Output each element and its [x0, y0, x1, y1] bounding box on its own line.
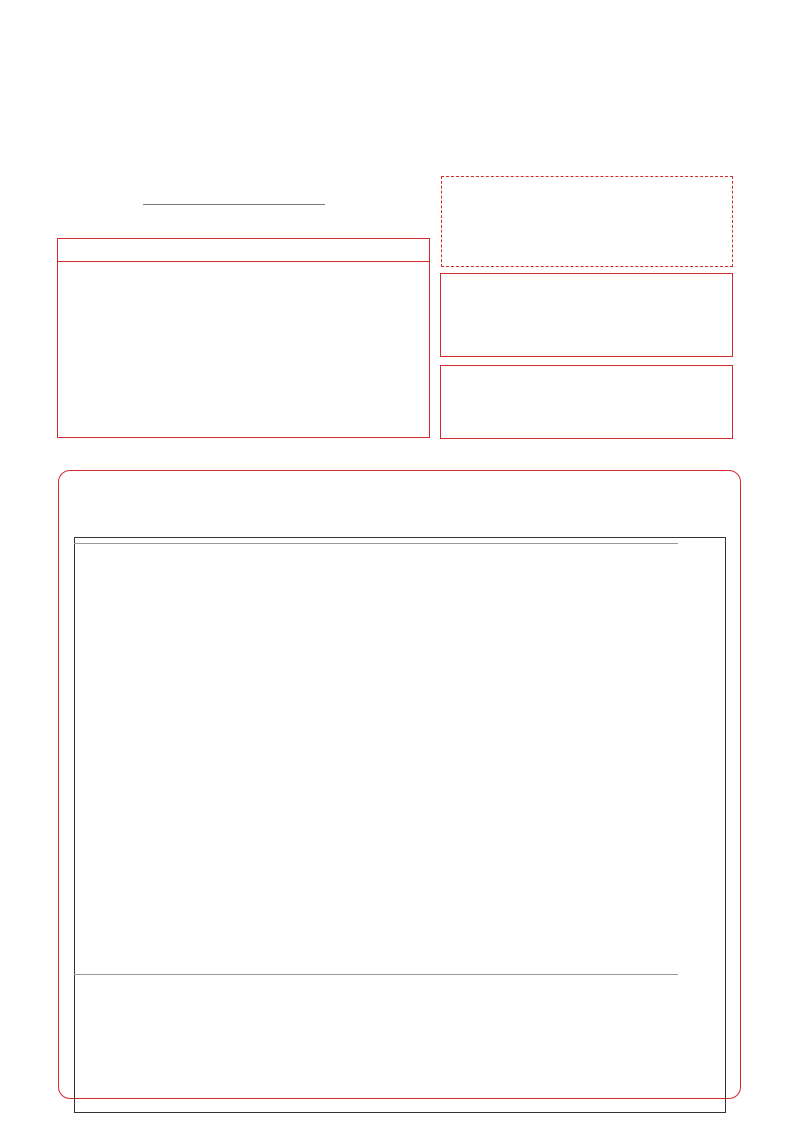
answer-grid-box: [74, 537, 726, 1113]
barcode-area: [441, 176, 733, 267]
grid-bottom-rule: [74, 974, 678, 975]
sample-box: [440, 365, 733, 439]
notice-heading: [58, 239, 429, 262]
grid-top-rule: [74, 543, 678, 544]
name-field[interactable]: [143, 204, 325, 205]
notice-box: [57, 238, 430, 438]
prohibit-box: [440, 273, 733, 357]
